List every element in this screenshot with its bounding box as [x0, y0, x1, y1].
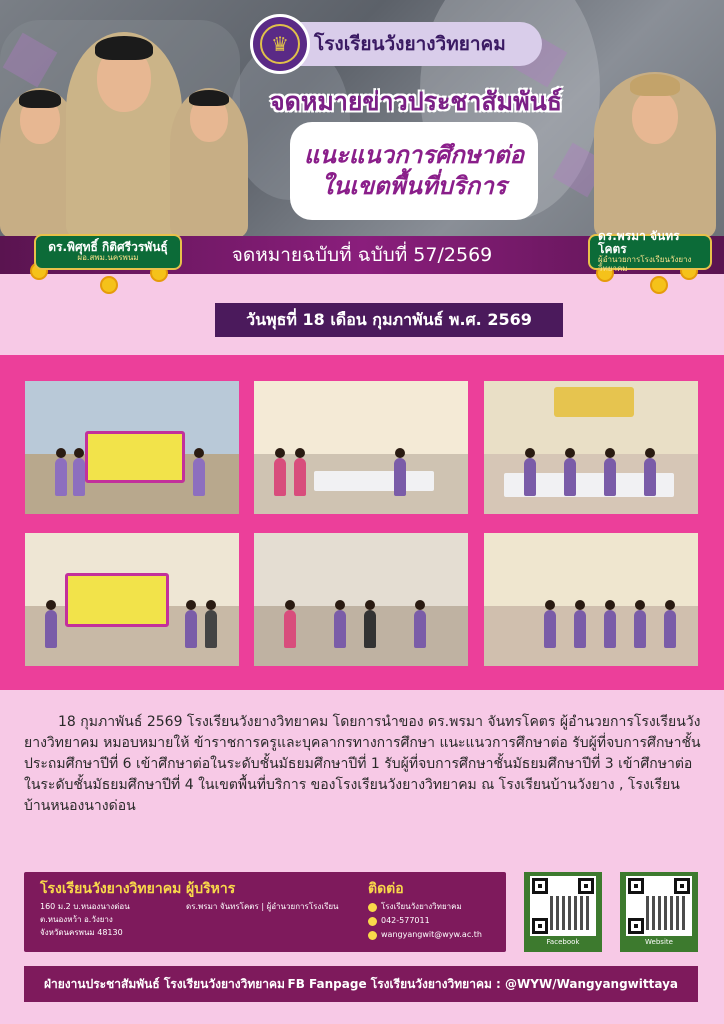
address-line-3: จังหวัดนครพนม 48130	[40, 928, 123, 937]
activity-photo-5	[254, 533, 468, 666]
activity-photo-4	[25, 533, 239, 666]
right-name-badge	[588, 229, 712, 274]
flower-icon	[650, 276, 668, 294]
right-badge-name: ดร.พรมา จันทรโคตร	[598, 229, 680, 257]
contact-facebook[interactable]: โรงเรียนวังยางวิทยาคม	[381, 902, 462, 911]
qr-label-website: Website	[645, 938, 673, 946]
admin-heading: ผู้บริหาร	[186, 881, 236, 897]
director-photo	[594, 72, 716, 238]
website-qr[interactable]	[620, 872, 698, 952]
topic-line-1: แนะแนวการศึกษาต่อ	[303, 140, 525, 169]
issue-label: จดหมายฉบับที่ ฉบับที่ 57/2569	[231, 244, 493, 266]
footer-school-name: โรงเรียนวังยางวิทยาคม	[40, 881, 182, 897]
contact-email[interactable]: wangyangwit@wyw.ac.th	[381, 930, 482, 939]
admin-text: ดร.พรมา จันทรโคตร | ผู้อำนวยการโรงเรียน	[186, 902, 339, 911]
facebook-qr[interactable]	[524, 872, 602, 952]
flower-icon	[100, 276, 118, 294]
topic-line-2: ในเขตพื้นที่บริการ	[321, 172, 507, 200]
activity-photo-1	[25, 381, 239, 514]
activity-photo-3	[484, 381, 698, 514]
footer-fanpage[interactable]: FB Fanpage โรงเรียนวังยางวิทยาคม : @WYW/Wangyangwittaya	[287, 976, 678, 991]
school-name: โรงเรียนวังยางวิทยาคม	[314, 33, 506, 55]
topic-box	[290, 122, 538, 220]
footer-pr-unit: ฝ่ายงานประชาสัมพันธ์ โรงเรียนวังยางวิทยาคม	[44, 976, 285, 991]
school-logo-icon: ♛	[250, 14, 310, 74]
contact-heading: ติดต่อ	[368, 881, 404, 897]
school-info-card	[24, 872, 506, 952]
photo-panel	[0, 355, 724, 690]
left-badge-name: ดร.พิศุทธิ์ กิติศรีวรพันธุ์	[48, 240, 168, 254]
contact-phone[interactable]: 042-577011	[381, 916, 430, 925]
qr-label-facebook: Facebook	[546, 938, 580, 946]
footer-bar	[24, 966, 698, 1002]
email-icon	[368, 931, 377, 940]
left-badge-role: ผอ.สพม.นครพนม	[77, 253, 139, 263]
facebook-icon	[368, 903, 377, 912]
article-body: 18 กุมภาพันธ์ 2569 โรงเรียนวังยางวิทยาคม โดยการนำของ ดร.พรมา จันทรโคตร ผู้อำนวยการโรงเรียนวังยางวิทยาคม หมอบหมายให้ ข้าราชการครูและบุคลากรทางการศึกษา แนะแนวการศึกษาต่อ รับผู้ที่จบการศึกษาชั้นประถมศึกษาปีที่ 6 เข้าศึกษาต่อในระดับชั้นมัธยมศึกษาปีที่ 1 รับผู้ที่จบการศึกษาชั้นมัธยมศึกษาปีที่ 3 เข้าศึกษาต่อในระดับชั้นมัธยมศึกษาปีที่ 4 ในเขตพื้นที่บริการ ของโรงเรียนวังยางวิทยาคม ณ โรงเรียนบ้านวังยาง , โรงเรียนบ้านหนองนางด่อน	[24, 714, 701, 814]
header-banner	[0, 0, 724, 238]
newsletter-title: จดหมายข่าวประชาสัมพันธ์	[270, 87, 562, 116]
date-box	[215, 303, 563, 337]
left-name-badge	[34, 234, 182, 270]
qr-code-icon	[530, 876, 596, 936]
right-badge-role: ผู้อำนวยการโรงเรียนวังยางวิทยาคม	[598, 255, 692, 274]
activity-photo-2	[254, 381, 468, 514]
date-label: วันพุธที่ 18 เดือน กุมภาพันธ์ พ.ศ. 2569	[246, 309, 532, 329]
activity-photo-6	[484, 533, 698, 666]
official-photo-2	[66, 32, 182, 238]
phone-icon	[368, 917, 377, 926]
address-line-1: 160 ม.2 บ.หนองนางด่อน	[40, 902, 130, 911]
address-line-2: ต.หนองหว้า อ.วังยาง	[40, 915, 113, 924]
qr-code-icon	[626, 876, 692, 936]
